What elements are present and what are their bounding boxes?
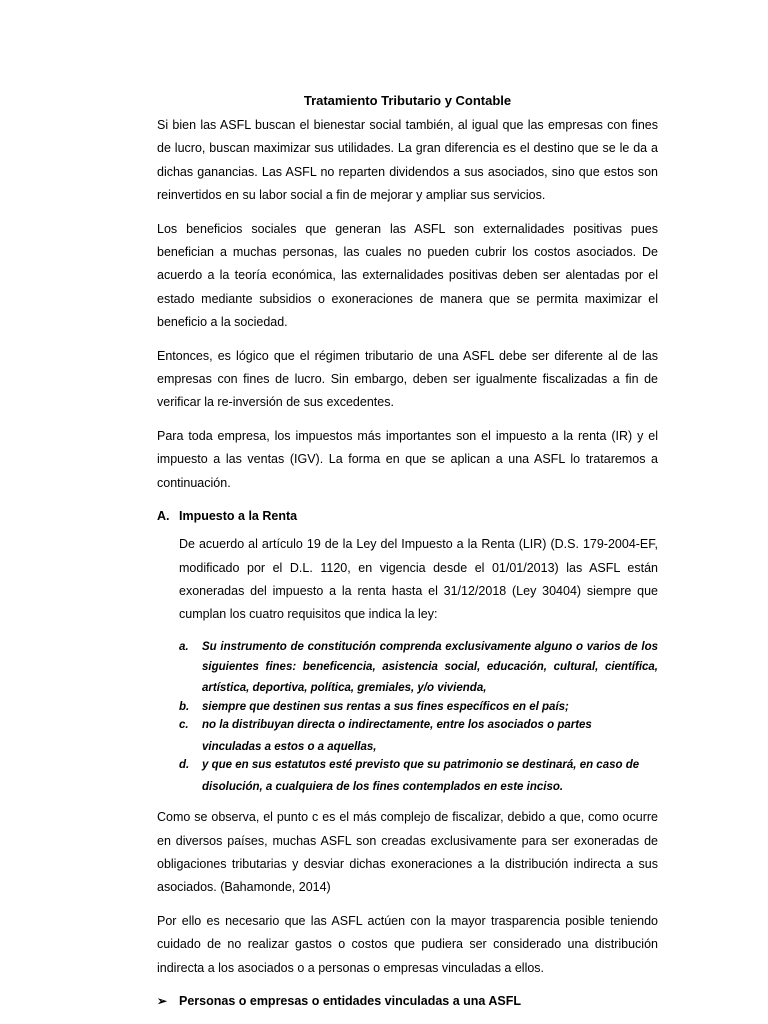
list-item-line: no la distribuyan directa o indirectamente, entre los asociados o partes (202, 719, 592, 732)
paragraph-1: Si bien las ASFL buscan el bienestar social también, al igual que las empresas con fines de lucro, buscan maximizar sus utilidades. La gran diferencia es el destino que se le da a dichas ganancias. Las ASFL no reparten dividendos a sus asociados, sino que estos son reinvertidos en su labor social a fin de mejorar y ampliar sus servicios. (157, 118, 658, 203)
document-title: Tratamiento Tributario y Contable (303, 93, 512, 108)
list-item-line: vinculadas a estos o a aquellas, (202, 741, 377, 754)
list-item-text: Su instrumento de constitución comprenda exclusivamente alguno o varios de los siguientes fines: beneficencia, asistencia social, educación, cultural, científica, artística, deportiva, política, gremiales, y/o vivienda, (202, 640, 658, 694)
section-a-heading (157, 505, 658, 527)
section-a-letter: A. (157, 509, 170, 524)
bullet-heading (157, 990, 658, 1012)
list-item (179, 637, 658, 699)
list-item (179, 698, 658, 716)
list-item-mark: c. (179, 719, 189, 732)
paragraph-3: Entonces, es lógico que el régimen tributario de una ASFL debe ser diferente al de las empresas con fines de lucro. Sin embargo, deben ser igualmente fiscalizadas a fin de verificar la re-inversión de sus excedentes. (157, 348, 658, 410)
list-item-text (202, 756, 658, 796)
list-item-mark: a. (179, 640, 189, 653)
arrow-bullet-icon: ➢ (157, 994, 168, 1009)
paragraph-5: Como se observa, el punto c es el más complejo de fiscalizar, debido a que, como ocurre en diversos países, muchas ASFL son creadas exclusivamente para ser exoneradas de obligaciones tributarias y desviar dichas exoneraciones a la distribución indirecta a sus asociados. (Bahamonde, 2014) (157, 810, 658, 895)
paragraph-6: Por ello es necesario que las ASFL actúen con la mayor trasparencia posible teniendo cuidado de no realizar gastos o costos que pudiera ser considerado una distribución indirecta a los asociados o a personas o empresas vinculadas a ellos. (157, 913, 658, 975)
list-item-line: y que en sus estatutos esté previsto que su patrimonio se destinará, en caso de (202, 759, 640, 772)
paragraph-4: Para toda empresa, los impuestos más importantes son el impuesto a la renta (IR) y el impuesto a las ventas (IGV). La forma en que se aplican a una ASFL lo trataremos a continuación. (157, 428, 658, 490)
paragraph-2: Los beneficios sociales que generan las ASFL son externalidades positivas pues benefician a muchas personas, las cuales no pueden cubrir los costos asociados. De acuerdo a la teoría económica, las externalidades positivas deben ser alentadas por el estado mediante subsidios o exoneraciones de manera que se permita maximizar el beneficio a la sociedad. (157, 221, 658, 330)
list-item-text (202, 716, 658, 756)
requirements-list (157, 637, 658, 797)
section-a-intro: De acuerdo al artículo 19 de la Ley del Impuesto a la Renta (LIR) (D.S. 179-2004-EF, modificado por el D.L. 1120, en vigencia desde el 01/01/2013) las ASFL están exoneradas del impuesto a la renta hasta el 31/12/2018 (Ley 30404) siempre que cumplan los cuatro requisitos que indica la ley: (179, 537, 658, 622)
bullet-heading-text: Personas o empresas o entidades vinculadas a una ASFL (179, 994, 522, 1009)
list-item-mark: b. (179, 701, 190, 714)
list-item (179, 756, 658, 796)
list-item-mark: d. (179, 759, 190, 772)
list-item (179, 716, 658, 756)
list-item-line: disolución, a cualquiera de los fines contemplados en este inciso. (202, 781, 564, 794)
section-a-title: Impuesto a la Renta (179, 509, 298, 524)
list-item-text: siempre que destinen sus rentas a sus fines específicos en el país; (202, 701, 569, 714)
